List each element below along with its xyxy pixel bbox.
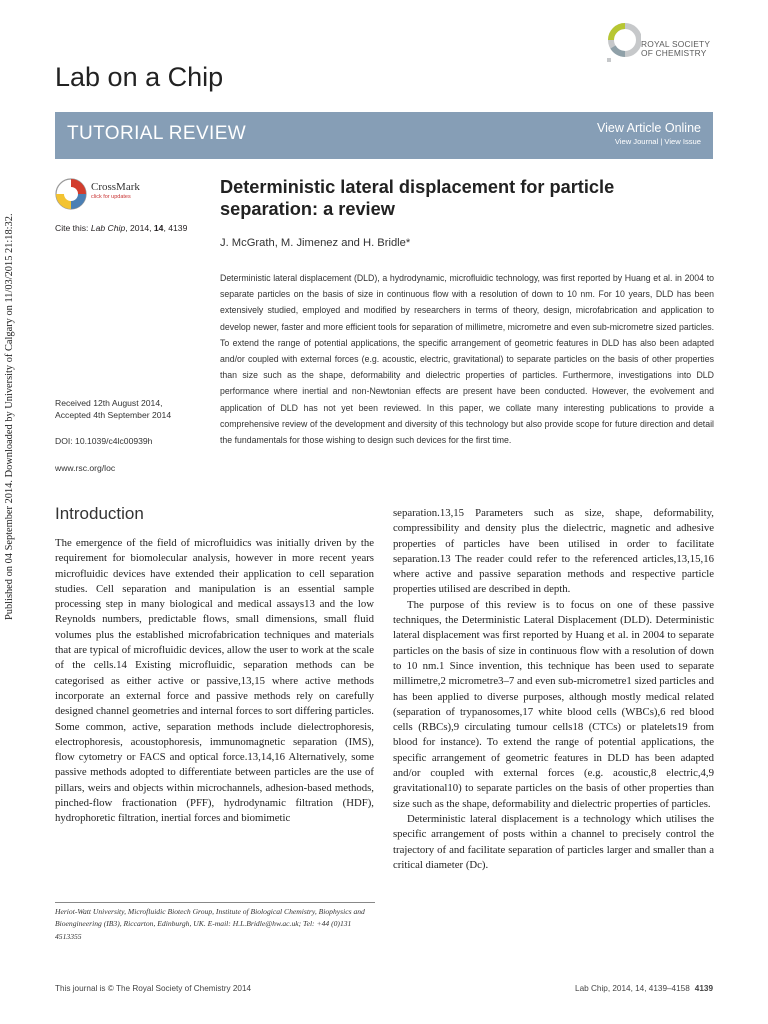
article-history	[55, 397, 171, 421]
rsc-logo[interactable]	[605, 18, 717, 76]
article-title: Deterministic lateral displacement for particle separation: a review	[220, 177, 615, 219]
article-authors: J. McGrath, M. Jimenez and H. Bridle*	[220, 237, 411, 249]
footnote-divider	[55, 902, 375, 903]
citation-line	[55, 223, 187, 233]
body-right-column	[393, 506, 714, 873]
section-heading-introduction: Introduction	[55, 504, 144, 523]
view-issue-link[interactable]: View Issue	[664, 137, 701, 146]
crossmark-label: CrossMark	[91, 181, 140, 193]
download-stamp-text: Published on 04 September 2014. Downloaded by University of Calgary on 11/03/2015 21:18:32.	[4, 213, 15, 620]
cite-journal: Lab Chip	[90, 223, 126, 233]
cite-prefix: Cite this:	[55, 223, 91, 233]
footer-copyright: This journal is © The Royal Society of Chemistry 2014	[55, 984, 252, 993]
page-number: 4139	[694, 984, 713, 993]
abstract: Deterministic lateral displacement (DLD), a hydrodynamic, microfluidic technology, was first reported by Huang et al. in 2004 to separate particles on the basis of size in continuous flow with a resolution of down to 10 nm. For 10 years, DLD has been extensively studied, employed and modified by researchers in terms of theory, design, microfabrication and application to develop newer, faster and more efficient tools for separation of millimetre, micrometre and even sub-micrometre sized particles. To extend the range of potential applications, the specific arrangement of geometric features in DLD has also been adapted and/or coupled with external forces (e.g. acoustic, electric, gravitational) to separate particles on the basis of other properties than size such as the shape, deformability and dielectric properties of particles. Furthermore, investigations into DLD performance where inertial and non-Newtonian effects are present have been conducted. However, the evolvement and application of DLD has not yet been reviewed. In this paper, we collate many interesting publications to provide a comprehensive review of the development and diversity of this technology but also provide scope for future direction and detail the fundamentals for those wishing to design such devices for the first time.	[220, 273, 714, 446]
cite-year: , 2014,	[125, 223, 154, 233]
doi-link[interactable]: DOI: 10.1039/c4lc00939h	[55, 436, 153, 446]
article-type: TUTORIAL REVIEW	[67, 123, 247, 144]
crossmark-sublabel: click for updates	[91, 194, 131, 200]
link-separator: |	[658, 137, 665, 146]
received-date: Received 12th August 2014,	[55, 398, 163, 408]
body-left-column: The emergence of the field of microfluidics was initially driven by the requirement for biomolecular analysis, however in more recent years microfluidic devices have extended their application to cell separation studies. Cell separation and manipulation is an essential sample processing step in many biological and medical assays13 and the low Reynolds numbers, predictable flows, small dimensions, small fluid volumes plus the established microfabrication techniques and materials that are typical of microfluidic devices, allow the user to work at the scale of the cells.14 Existing microfluidic, separation methods can be categorised as either active or passive,13,15 where active methods incorporate an external force and passive methods rely on carefully designed channel geometries and internal forces to sort differing particles. Some common, active, separation methods include dielectrophoresis, electrophoresis, acoustophoresis, immunomagnetic separation (IMS), flow cytometry or FACS and optical force.13,14,16 Alternatively, some passive methods adopted to differentiate between particles are the use of pillars, weirs and objects within microchannels, adhesion-based methods, pinched-flow fractionation (PFF), hydrodynamic filtration (HDF), hydrophoretic filtration, inertial forces and biomimetic	[55, 537, 374, 825]
article-type-banner	[55, 112, 713, 159]
body-paragraph: The purpose of this review is to focus on one of these passive techniques, the Deterministic Lateral Displacement (DLD). Deterministic lateral displacement was first reported by Huang et al. in 2004 to separate particles on the basis of size in continuous flow with a resolution of down to 10 nm.1 Since invention, this technique has been used to separate millimetre,2 micrometre3–7 and even sub-micrometre1 sized particles and has been applied to diverse purposes, although mostly medical related (separation of trypanosomes,17 white blood cells (WBCs),6 red blood cells (RBCs),9 circulating tumour cells18 (CTCs) or platelets19 from blood for instance). To extend the range of potential applications, the specific arrangement of geometric features in DLD has been adapted and/or coupled with external forces (e.g. acoustic,8 electric,4,9 gravitational10) to separate particles on the basis of other properties than size such as the shape, deformability and dielectric properties of particles.	[393, 598, 714, 810]
crossmark-icon	[55, 178, 87, 210]
view-journal-link[interactable]: View Journal	[614, 137, 659, 146]
cite-page: , 4139	[163, 223, 188, 233]
journal-url-link[interactable]: www.rsc.org/loc	[55, 463, 116, 473]
body-paragraph: Deterministic lateral displacement is a technology which utilises the specific arrangement of posts within a channel to precisely control the trajectory of and facilitate separation of particles larger and smaller than a critical diameter (Dc).	[393, 812, 714, 871]
rsc-logo-line2: OF CHEMISTRY	[641, 48, 707, 58]
download-stamp	[4, 160, 18, 620]
affiliation-footnote: Heriot-Watt University, Microfluidic Biotech Group, Institute of Biological Chemistry, Biophysics and Bioengineering (IB3), Riccarton, Edinburgh, UK. E-mail: H.L.Bridle@hw.ac.uk; Tel: +44 (0)131 4513355	[55, 907, 365, 941]
accepted-date: Accepted 4th September 2014	[55, 410, 172, 420]
footer-citation-text: Lab Chip, 2014, 14, 4139–4158	[575, 984, 690, 993]
crossmark-badge[interactable]	[55, 178, 145, 210]
journal-title: Lab on a Chip	[55, 62, 224, 92]
body-paragraph: separation.13,15 Parameters such as size, shape, deformability, compressibility and density plus the dielectric, magnetic and adhesive properties of particles have been utilised in order to facilitate separation.13 The reader could refer to the referenced articles,13,15,16 where active and passive separation methods and respective particle properties utilised are described in depth.	[393, 507, 714, 596]
cite-volume: 14	[153, 223, 164, 233]
rsc-ring-icon	[605, 20, 641, 72]
rsc-logo-line1: ROYAL SOCIETY	[641, 39, 711, 49]
journal-links	[615, 137, 701, 146]
footer-citation	[575, 984, 713, 993]
view-article-online-link[interactable]: View Article Online	[597, 121, 701, 135]
